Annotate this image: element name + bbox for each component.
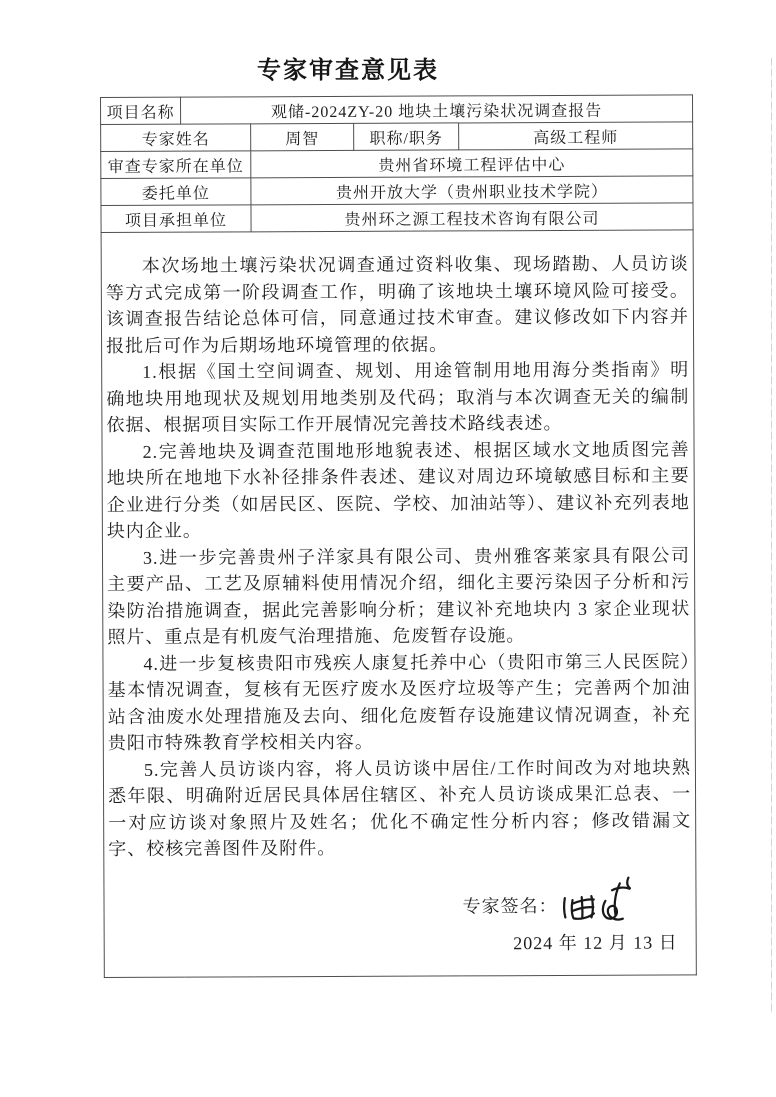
handwritten-signature-icon (557, 874, 645, 930)
scan-page-edge-artifact (771, 58, 772, 1013)
row-commissioning-unit (101, 176, 693, 206)
opinion-paragraph: 3.进一步完善贵州子洋家具有限公司、贵州雅客莱家具有限公司主要产品、工艺及原辅料使用情况介绍，细化主要污染因子分析和污染防治措施调查，据此完善影响分析；建议补充地块内 3 家企业现状照片、重点是有机废气治理措施、危废暂存设施。 (107, 545, 691, 648)
date-line: 2024 年 12 月 13 日 (513, 932, 678, 953)
undertaking-unit-label: 项目承担单位 (101, 205, 251, 233)
row-undertaking-unit (101, 203, 693, 233)
signature-label: 专家签名： (462, 895, 558, 917)
project-name-label: 项目名称 (101, 97, 181, 124)
review-form-table (100, 94, 697, 978)
expert-organization-value: 贵州省环境工程评估中心 (251, 149, 693, 178)
expert-organization-label: 审查专家所在单位 (101, 151, 251, 179)
expert-name-value: 周智 (251, 123, 354, 150)
undertaking-unit-value: 贵州环之源工程技术咨询有限公司 (251, 203, 693, 232)
row-opinion (101, 230, 696, 978)
document-title: 专家审查意见表 (257, 58, 439, 84)
row-expert-name (101, 122, 693, 152)
title-position-label: 职称/职务 (354, 123, 459, 150)
opinion-paragraph: 1.根据《国土空间调查、规划、用途管制用地用海分类指南》明确地块用地现状及规划用地类别及代码；取消与本次调查无关的编制依据、根据项目实际工作开展情况完善技术路线表述。 (106, 359, 690, 436)
opinion-cell (101, 230, 696, 978)
opinion-paragraph: 2.完善地块及调查范围地形地貌表述、根据区域水文地质图完善地块所在地地下水补径排条件表述、建议对周边环境敏感目标和主要企业进行分类（如居民区、医院、学校、加油站等）、建议补充列表地块内企业。 (106, 439, 690, 542)
expert-name-label: 专家姓名 (101, 124, 251, 152)
opinion-paragraph: 4.进一步复核贵阳市残疾人康复托养中心（贵阳市第三人民医院）基本情况调查，复核有无医疗废水及医疗垃圾等产生；完善两个加油站含油废水处理措施及去向、细化危废暂存设施建议情况调查，补充贵阳市特殊教育学校相关内容。 (107, 651, 691, 754)
opinion-paragraph: 5.完善人员访谈内容，将人员访谈中居住/工作时间改为对地块熟悉年限、明确附近居民具体居住辖区、补充人员访谈成果汇总表、一一对应访谈对象照片及姓名；优化不确定性分析内容；修改错漏文字、校核完善图件及附件。 (108, 757, 692, 860)
row-project-name (101, 95, 693, 125)
row-expert-organization (101, 149, 693, 179)
signature-line (108, 874, 691, 929)
commissioning-unit-label: 委托单位 (101, 178, 251, 206)
project-name-value: 观储-2024ZY-20 地块土壤污染状况调查报告 (181, 95, 693, 124)
commissioning-unit-value: 贵州开放大学（贵州职业技术学院） (251, 176, 693, 205)
title-position-value: 高级工程师 (459, 122, 693, 150)
opinion-paragraph: 本次场地土壤污染状况调查通过资料收集、现场踏勘、人员访谈等方式完成第一阶段调查工作，明确了该地块土壤环境风险可接受。该调查报告结论总体可信，同意通过技术审查。建议修改如下内容并报批后可作为后期场地环境管理的依据。 (105, 253, 690, 356)
